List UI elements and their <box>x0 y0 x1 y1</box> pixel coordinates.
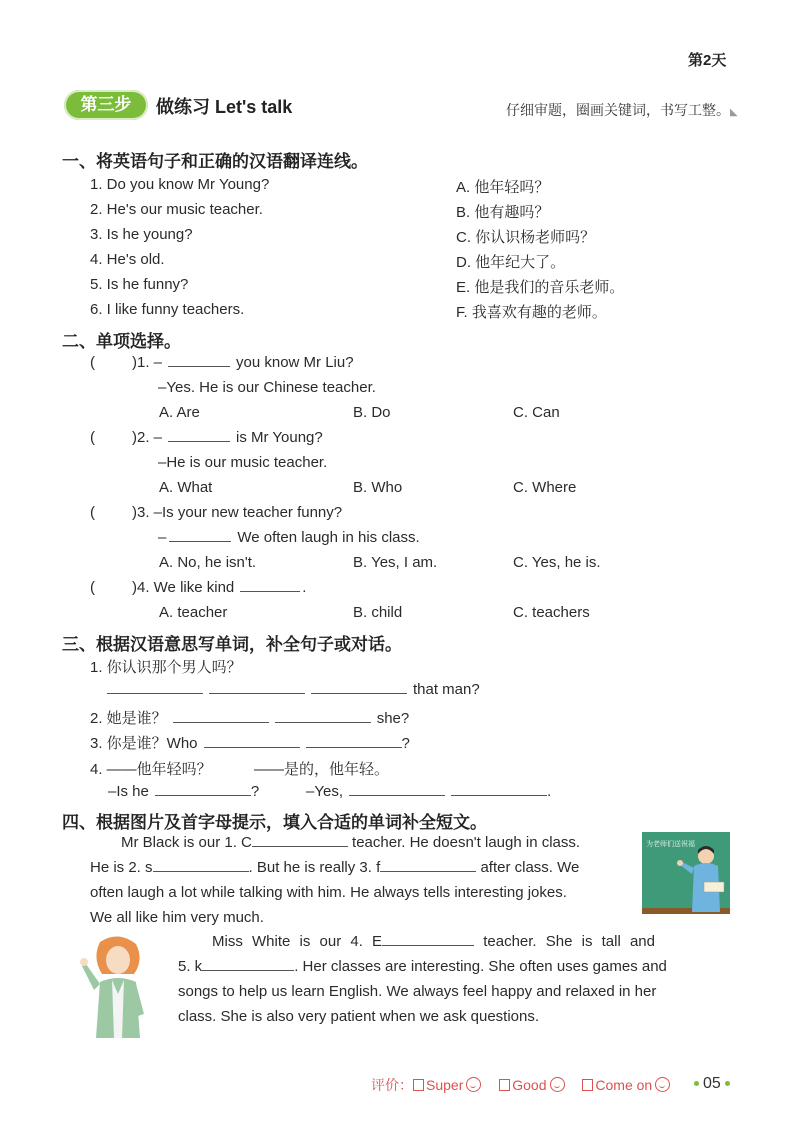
question-4 <box>132 579 306 596</box>
text: 5. k <box>178 958 203 975</box>
page-number <box>690 1075 734 1093</box>
s3-q1-line <box>107 681 480 698</box>
face <box>106 946 130 974</box>
section-4-title: 四、根据图片及首字母提示，填入合适的单词补全短文。 <box>62 813 487 832</box>
option-b[interactable]: B. Yes, I am. <box>353 554 438 571</box>
chinese-option: D. 他年纪大了。 <box>456 254 566 271</box>
question-2 <box>132 429 323 446</box>
section-2-title: 二、单项选择。 <box>62 332 181 351</box>
sentence-end: that man? <box>413 681 480 698</box>
evaluation-bar <box>371 1075 670 1095</box>
answer-blank[interactable] <box>311 692 407 694</box>
s3-q1-chinese: 1. 你认识那个男人吗？ <box>90 659 242 676</box>
answer-paren[interactable]: ( <box>90 504 95 521</box>
answer-blank[interactable] <box>240 590 300 592</box>
question-number: )1. – <box>132 354 163 371</box>
s3-q4-english-2 <box>306 783 551 800</box>
dash: – <box>158 529 167 546</box>
answer-blank[interactable] <box>275 721 371 723</box>
text: –Is he <box>108 783 149 800</box>
answer-text: We often laugh in his class. <box>237 529 420 546</box>
happy-face-icon <box>655 1077 670 1092</box>
s3-q4-chinese-1: 4. ——他年轻吗？ <box>90 761 212 778</box>
option-a[interactable]: A. Are <box>159 404 200 421</box>
blackboard-text: 为老师们送祝福 <box>646 840 695 848</box>
answer-blank[interactable] <box>349 794 445 796</box>
answer-paren[interactable]: ( <box>90 429 95 446</box>
text: teacher. He doesn't laugh in class. <box>352 834 581 851</box>
period: . <box>302 579 307 596</box>
raised-hand <box>80 958 88 966</box>
answer-blank[interactable] <box>168 440 230 442</box>
text: after class. We <box>480 859 580 876</box>
option-a[interactable]: A. teacher <box>159 604 228 621</box>
s3-q3-chinese: 3. 你是谁？Who <box>90 735 198 752</box>
text: Mr Black is our 1. C <box>121 834 252 851</box>
passage-line <box>178 954 728 979</box>
answer-paren[interactable]: ( <box>90 354 95 371</box>
chinese-option: C. 你认识杨老师吗？ <box>456 229 596 246</box>
sentence-end: she? <box>376 710 410 727</box>
option-c[interactable]: C. Can <box>513 404 560 421</box>
english-sentence: 3. Is he young? <box>90 226 193 243</box>
come-on-checkbox[interactable] <box>582 1079 593 1091</box>
option-a[interactable]: A. What <box>159 479 213 496</box>
english-sentence: 4. He's old. <box>90 251 165 268</box>
answer-blank-5[interactable] <box>202 969 294 971</box>
question-text: )4. We like kind <box>132 579 235 596</box>
step-title: 做练习 Let's talk <box>156 97 293 117</box>
s3-q4-chinese-2: ——是的，他年轻。 <box>254 761 390 778</box>
passage-line <box>178 929 728 954</box>
answer-blank-3[interactable] <box>380 870 476 872</box>
answer-blank-2[interactable] <box>153 870 249 872</box>
instruction-hint <box>506 100 738 120</box>
passage-line <box>90 855 638 880</box>
option-c[interactable]: C. Yes, he is. <box>513 554 601 571</box>
section-3-title: 三、根据汉语意思写单词，补全句子或对话。 <box>62 635 402 654</box>
step-badge: 第三步 <box>64 90 148 120</box>
text: –Yes, <box>306 783 343 800</box>
answer-blank[interactable] <box>209 692 305 694</box>
s3-q4-english-1 <box>108 783 259 800</box>
passage-line: often laugh a lot while talking with him. He always tells interesting jokes. <box>90 884 567 901</box>
option-b[interactable]: B. Do <box>353 404 391 421</box>
good-label: Good <box>512 1077 547 1093</box>
text: Miss White is our 4. E <box>212 933 383 950</box>
answer-blank[interactable] <box>169 540 231 542</box>
option-a[interactable]: A. No, he isn't. <box>159 554 257 571</box>
text: . <box>546 783 552 800</box>
text: teacher. She is tall and <box>483 933 655 950</box>
teacher-hand <box>677 860 683 866</box>
option-b[interactable]: B. Who <box>353 479 403 496</box>
answer-blank-1[interactable] <box>252 845 348 847</box>
sentence-end: ? <box>401 735 410 752</box>
question-2-answer: –He is our music teacher. <box>158 454 328 471</box>
evaluation-label: 评价： <box>371 1077 413 1093</box>
text: . Her classes are interesting. She often uses games and <box>294 958 667 975</box>
text: ? <box>250 783 260 800</box>
answer-blank[interactable] <box>107 692 203 694</box>
hint-text: 仔细审题，圈画关键词，书写工整。 <box>506 103 730 119</box>
chinese-option: E. 他是我们的音乐老师。 <box>456 279 625 296</box>
text: . But he is really 3. f <box>248 859 381 876</box>
dot-icon <box>694 1081 699 1086</box>
passage-1 <box>90 830 638 930</box>
passage-line: We all like him very much. <box>90 909 264 926</box>
chinese-option: B. 他有趣吗？ <box>456 204 550 221</box>
passage-2 <box>178 929 728 1029</box>
teacher-blackboard-illustration <box>642 832 730 914</box>
super-checkbox[interactable] <box>413 1079 424 1091</box>
raised-arm <box>82 964 100 990</box>
english-sentence: 6. I like funny teachers. <box>90 301 245 318</box>
passage-line: class. She is also very patient when we ask questions. <box>178 1008 540 1025</box>
answer-blank[interactable] <box>204 746 300 748</box>
option-c[interactable]: C. Where <box>513 479 577 496</box>
super-label: Super <box>426 1077 464 1093</box>
good-checkbox[interactable] <box>499 1079 510 1091</box>
s3-q3 <box>90 732 410 753</box>
come-on-label: Come on <box>595 1077 653 1093</box>
pencil-icon: ◣ <box>730 107 738 118</box>
question-1-answer: –Yes. He is our Chinese teacher. <box>158 379 376 396</box>
answer-blank[interactable] <box>306 746 402 748</box>
text: He is 2. s <box>90 859 153 876</box>
question-1 <box>132 354 354 371</box>
s3-q2 <box>90 707 409 728</box>
answer-blank[interactable] <box>168 365 230 367</box>
book <box>704 882 724 892</box>
passage-line: songs to help us learn English. We always feel happy and relaxed in her <box>178 983 657 1000</box>
question-number: )2. – <box>132 429 163 446</box>
chinese-option: A. 他年轻吗？ <box>456 179 550 196</box>
miss-white-illustration <box>78 934 158 1040</box>
question-text: is Mr Young? <box>236 429 323 446</box>
answer-paren[interactable]: ( <box>90 579 95 596</box>
answer-blank[interactable] <box>155 794 251 796</box>
grin-face-icon <box>466 1077 481 1092</box>
english-sentence: 1. Do you know Mr Young? <box>90 176 270 193</box>
question-3-answer <box>158 529 420 546</box>
answer-blank[interactable] <box>451 794 547 796</box>
section-1-title: 一、将英语句子和正确的汉语翻译连线。 <box>62 152 368 171</box>
chinese-option: F. 我喜欢有趣的老师。 <box>456 304 607 321</box>
question-text: you know Mr Liu? <box>236 354 354 371</box>
page-number-text: 05 <box>703 1075 721 1092</box>
option-b[interactable]: B. child <box>353 604 403 621</box>
option-c[interactable]: C. teachers <box>513 604 590 621</box>
smile-face-icon <box>550 1077 565 1092</box>
english-sentence: 5. Is he funny? <box>90 276 189 293</box>
dot-icon <box>725 1081 730 1086</box>
question-3: )3. –Is your new teacher funny? <box>132 504 343 521</box>
day-label: 第2天 <box>688 52 727 69</box>
answer-blank[interactable] <box>173 721 269 723</box>
english-sentence: 2. He's our music teacher. <box>90 201 263 218</box>
passage-line <box>90 830 638 855</box>
answer-blank-4[interactable] <box>382 944 474 946</box>
s3-q2-chinese: 2. 她是谁？ <box>90 710 167 727</box>
